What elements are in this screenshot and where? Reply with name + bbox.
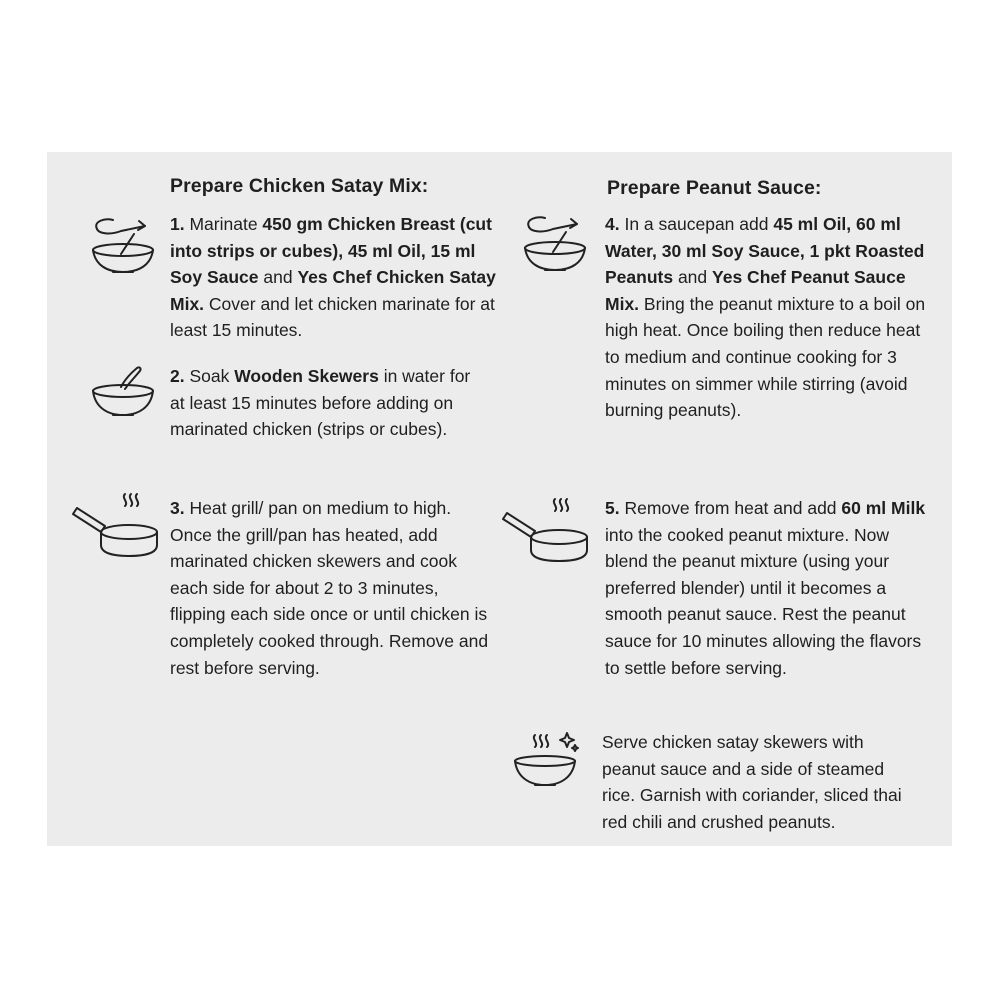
step-2-text [170,363,480,443]
peanut-sauce-heading: Prepare Peanut Sauce: [607,177,822,199]
bold-text-run: Yes Chef Peanut Sauce Mix. [605,267,906,314]
mixing-bowl-stir-icon [523,215,591,273]
text-run: Remove from heat and add [619,498,842,518]
step-5-text [605,495,929,681]
step-3-text [170,495,490,681]
text-run: Marinate [184,214,263,234]
mixing-bowl-stir-icon [91,217,159,275]
text-run: Serve chicken satay skewers with peanut sauce and a side of steamed rice. Garnish with coriander, sliced thai red chili and crushed peanuts. [602,732,902,832]
bold-text-run: 3. [170,498,185,518]
frying-pan-icon [71,492,163,562]
text-run: in water for at least 15 minutes before adding on marinated chicken (strips or cubes). [170,366,471,440]
text-run: and [258,267,298,288]
text-run: into the cooked peanut mixture. Now blend the peanut mixture (using your preferred blender) until it becomes a smooth peanut sauce. Rest the peanut sauce for 10 minutes allowing the flavors to settle before serving. [605,524,922,678]
bold-text-run: 2. [170,366,185,386]
bold-text-run: 60 ml Milk [841,498,926,518]
text-run: Heat grill/ pan on medium to high. Once the grill/pan has heated, add marinated chicken skewers and cook each side for about 2 to 3 minutes, flipping each side once or until chicken is completely cooked through. Remove and rest before serving. [170,498,489,678]
bold-text-run: Wooden Skewers [234,366,379,386]
bold-text-run: 450 gm Chicken Breast (cut into strips or cubes), 45 ml Oil, 15 ml Soy Sauce [170,214,492,288]
chicken-satay-heading: Prepare Chicken Satay Mix: [170,175,429,197]
bold-text-run: 45 ml Oil, 60 ml Water, 30 ml Soy Sauce, 1 pkt Roasted Peanuts [605,214,925,288]
text-run: Bring the peanut mixture to a boil on high heat. Once boiling then reduce heat to medium and continue cooking for 3 minutes on simmer while stirring (avoid burning peanuts). [605,293,926,421]
text-run: Soak [184,366,235,386]
step-4-text [605,211,931,424]
bold-text-run: Yes Chef Chicken Satay Mix. [170,267,496,314]
bold-text-run: 4. [605,214,620,234]
recipe-instructions-card [47,152,952,846]
step-1-text [170,211,500,344]
frying-pan-icon [501,497,593,567]
text-run: Cover and let chicken marinate for at least 15 minutes. [170,293,495,341]
bold-text-run: 5. [605,498,620,518]
text-run: In a saucepan add [619,214,774,234]
bold-text-run: 1. [170,214,185,234]
bowl-spoon-icon [91,365,159,423]
serving-bowl-icon [511,729,583,793]
serving-text [602,729,902,835]
text-run: and [673,267,713,288]
